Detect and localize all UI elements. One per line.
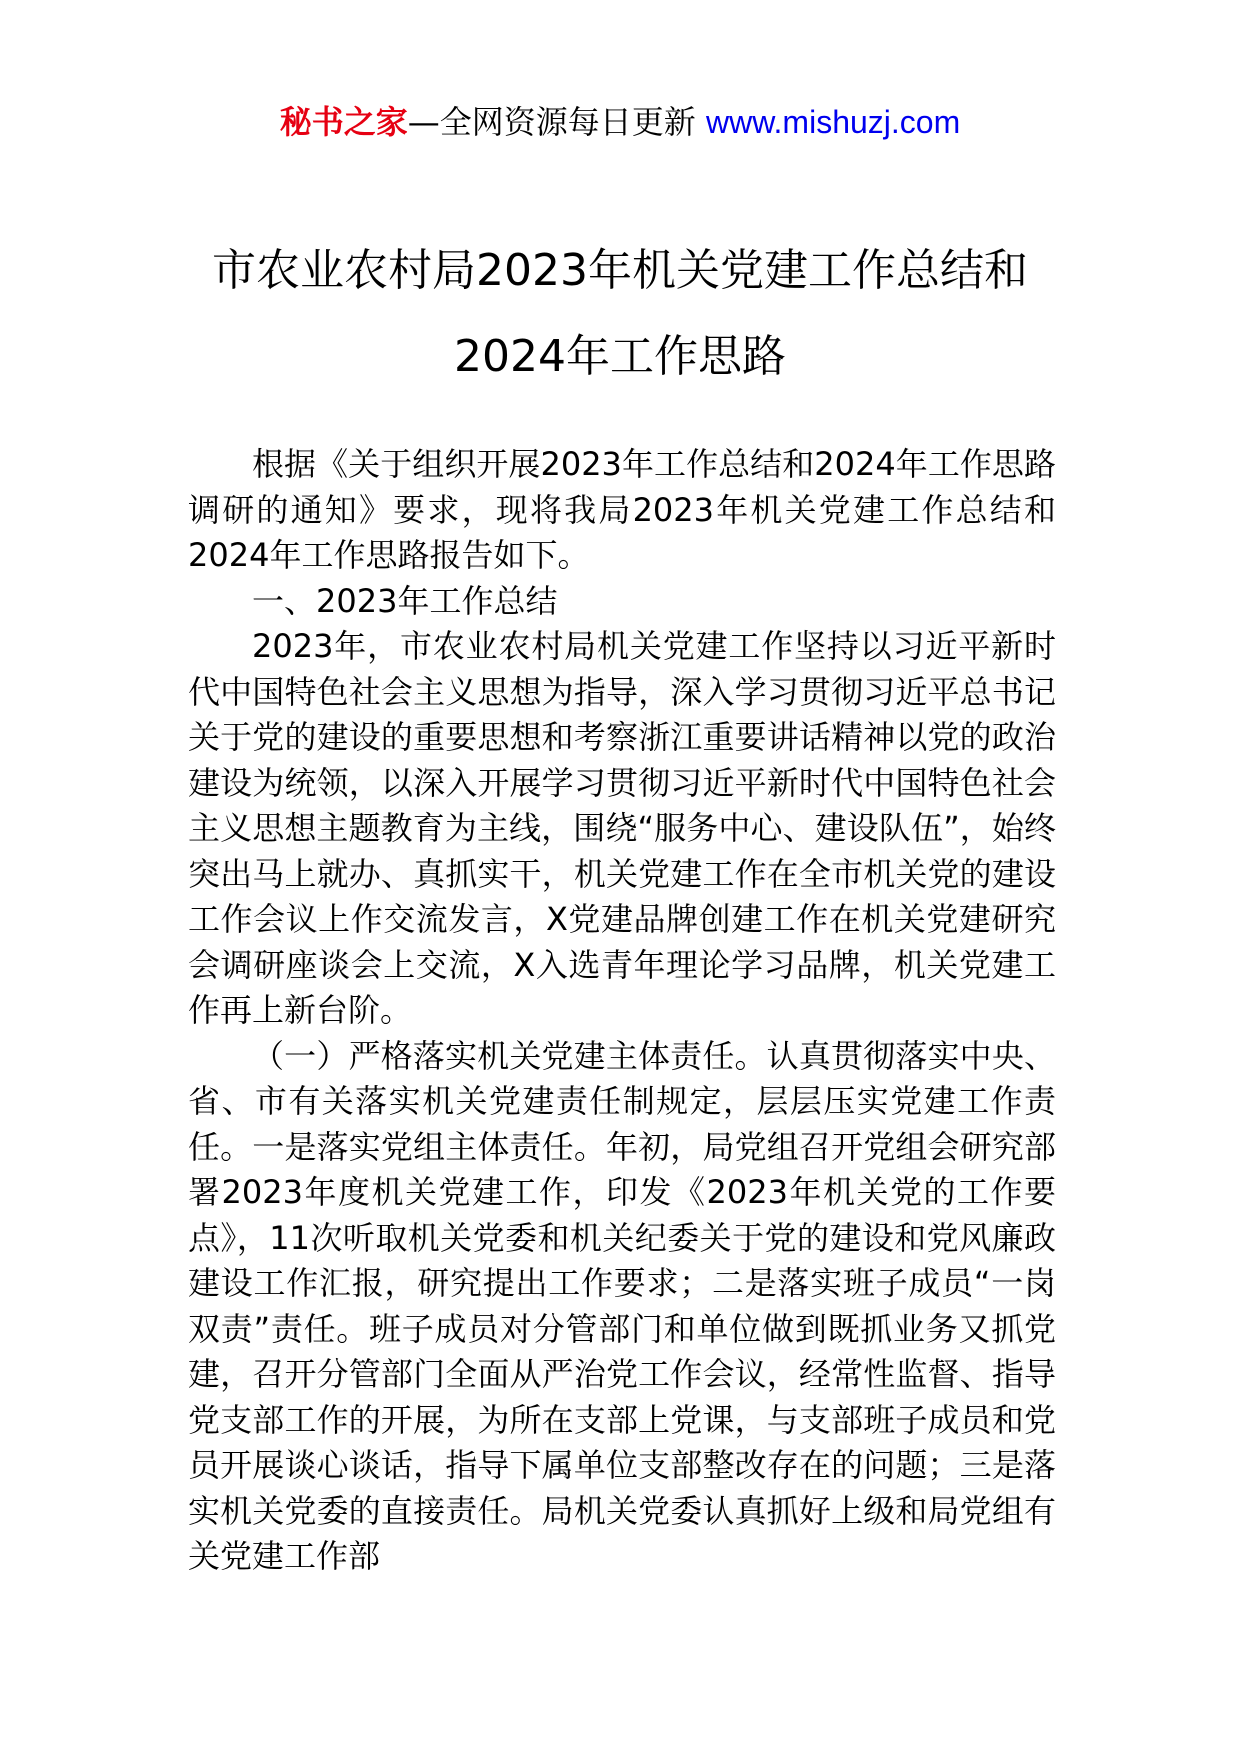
subsection-paragraph: （一）严格落实机关党建主体责任。认真贯彻落实中央、省、市有关落实机关党建责任制规定，层层压实党建工作责任。一是落实党组主体责任。年初，局党组召开党组会研究部署2023年度机关党建工作，印发《2023年机关党的工作要点》，11次听取机关党委和机关纪委关于党的建设和党风廉政建设工作汇报，研究提出工作要求；二是落实班子成员“一岗双责”责任。班子成员对分管部门和单位做到既抓业务又抓党建，召开分管部门全面从严治党工作会议，经常性监督、指导党支部工作的开展，为所在支部上党课，与支部班子成员和党员开展谈心谈话，指导下属单位支部整改存在的问题；三是落实机关党委的直接责任。局机关党委认真抓好上级和局党组有关党建工作部 (188, 1036, 1056, 1575)
intro-paragraph: 根据《关于组织开展2023年工作总结和2024年工作思路调研的通知》要求，现将我局2023年机关党建工作总结和2024年工作思路报告如下。 (188, 445, 1056, 574)
document-title-line-1: 市农业农村局2023年机关党建工作总结和 (212, 245, 1028, 296)
summary-paragraph: 2023年，市农业农村局机关党建工作坚持以习近平新时代中国特色社会主义思想为指导，深入学习贯彻习近平总书记关于党的建设的重要思想和考察浙江重要讲话精神以党的政治建设为统领，以深入开展学习贯彻习近平新时代中国特色社会主义思想主题教育为主线，围绕“服务中心、建设队伍”，始终突出马上就办、真抓实干，机关党建工作在全市机关党的建设工作会议上作交流发言，X党建品牌创建工作在机关党建研究会调研座谈会上交流，X入选青年理论学习品牌，机关党建工作再上新台阶。 (188, 627, 1056, 1029)
section-heading: 一、2023年工作总结 (252, 581, 558, 620)
site-header (0, 100, 1240, 144)
site-brand: 秘书之家 (279, 103, 408, 141)
document-title (120, 228, 1120, 400)
document-title-line-2: 2024年工作思路 (454, 331, 786, 382)
site-tagline: —全网资源每日更新 (407, 103, 696, 141)
document-body (188, 442, 1056, 1580)
site-url-link[interactable]: www.mishuzj.com (705, 104, 961, 140)
